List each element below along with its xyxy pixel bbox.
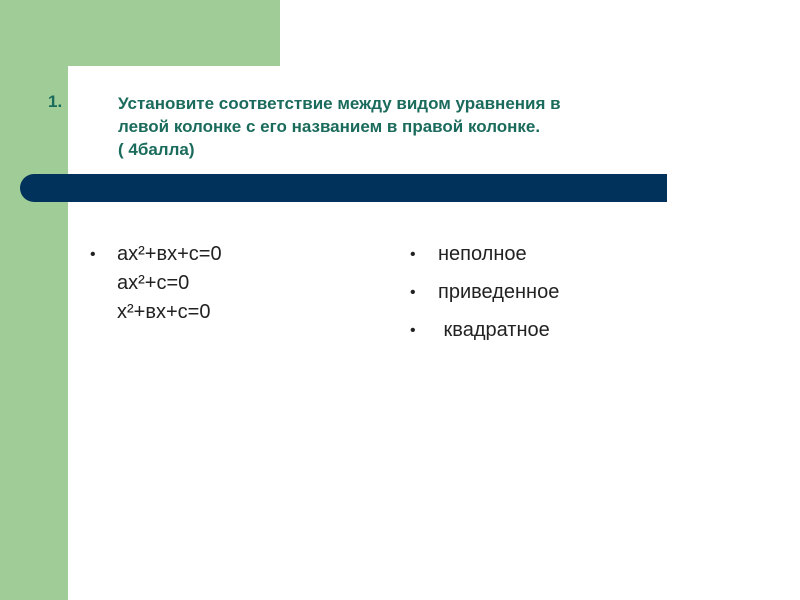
equation-reduced: x²+вx+c=0 xyxy=(117,301,211,323)
question-title xyxy=(118,92,718,161)
name-reduced: приведенное xyxy=(438,281,560,303)
list-item xyxy=(410,278,710,316)
question-number: 1. xyxy=(48,92,63,111)
name-quadratic: квадратное xyxy=(438,319,550,341)
list-item xyxy=(410,240,710,278)
equation-incomplete: ax²+c=0 xyxy=(117,272,190,294)
bullet-icon: • xyxy=(90,246,96,263)
names-list xyxy=(410,240,710,354)
title-line-1: Установите соответствие между видом уравнения в xyxy=(118,94,561,113)
name-incomplete: неполное xyxy=(438,243,527,265)
equation-full: ax²+вx+c=0 xyxy=(117,243,222,265)
equations-list xyxy=(90,240,390,327)
title-line-3: ( 4балла) xyxy=(118,140,195,159)
divider-bar xyxy=(20,174,667,202)
top-green-band xyxy=(68,0,280,66)
bullet-icon: • xyxy=(410,284,416,301)
title-line-2: левой колонке с его названием в правой колонке. xyxy=(118,117,541,136)
bullet-icon: • xyxy=(410,322,416,339)
bullet-icon: • xyxy=(410,246,416,263)
list-item xyxy=(410,316,710,354)
left-green-band xyxy=(0,0,68,600)
